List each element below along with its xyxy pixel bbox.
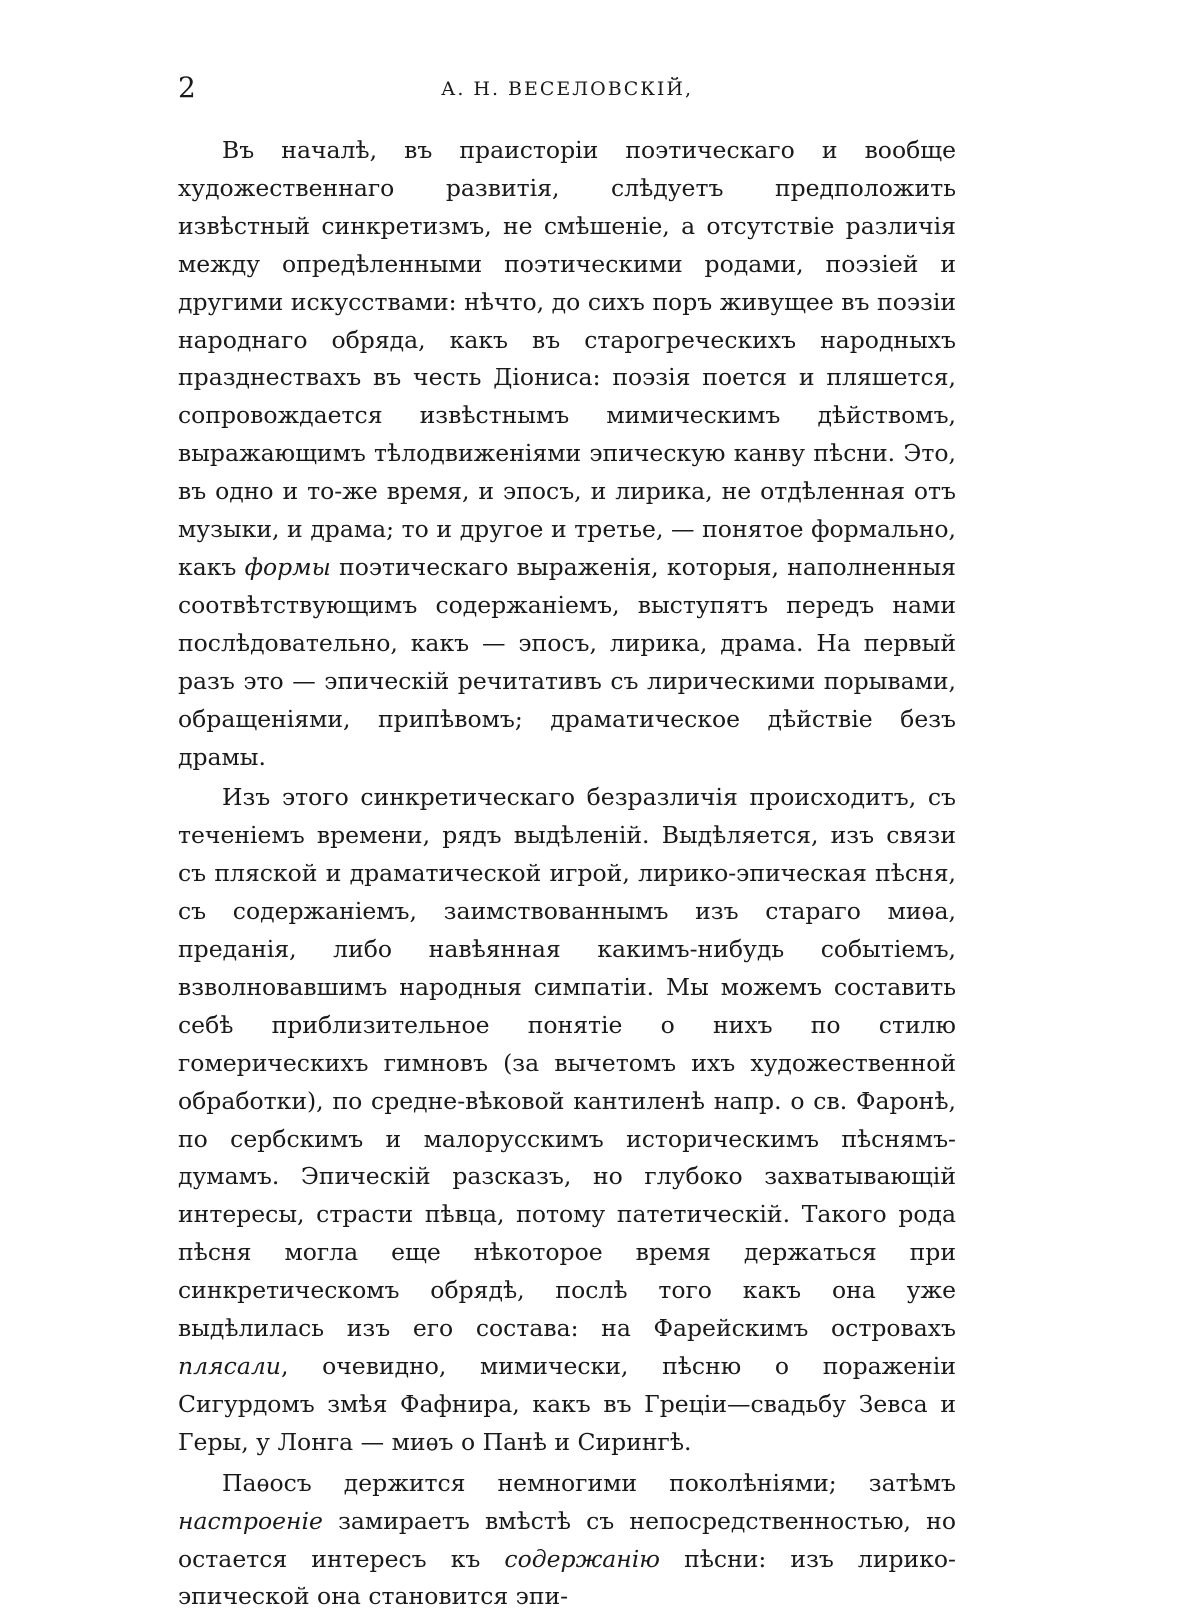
body-text xyxy=(178,132,956,1616)
text-segment: , очевидно, мимически, пѣсню о пораженіи Сигурдомъ змѣя Фафнира, какъ въ Греціи—свадьбу Зевса и Геры, у Лонга — миѳъ о Панѣ и Сирингѣ. xyxy=(178,1352,956,1456)
running-head-title: А. Н. ВЕСЕЛОВСКІЙ, xyxy=(440,78,694,100)
paragraph xyxy=(178,132,956,776)
running-head xyxy=(178,70,956,110)
text-segment: Паѳосъ держится немногими поколѣніями; затѣмъ xyxy=(222,1468,956,1497)
text-segment: замираетъ вмѣстѣ съ непосредственностью, но остается интересъ къ xyxy=(178,1506,956,1573)
text-segment: пѣсни: изъ лирико-эпической она становится эпи- xyxy=(178,1544,956,1611)
italic-text-segment: содержанію xyxy=(504,1544,660,1573)
text-segment: поэтическаго выраженія, которыя, наполненныя соотвѣтствующимъ содержаніемъ, выступятъ передъ нами послѣдовательно, какъ — эпосъ, лирика, драма. На первый разъ это — эпическій речитативъ съ лирическими порывами, обращеніями, припѣвомъ; драматическое дѣйствіе безъ драмы. xyxy=(178,552,956,771)
paragraph xyxy=(178,1465,956,1616)
italic-text-segment: плясали xyxy=(178,1352,281,1380)
page-number: 2 xyxy=(178,71,196,104)
italic-text-segment: формы xyxy=(244,552,331,581)
italic-text-segment: настроеніе xyxy=(178,1506,323,1535)
text-segment: Въ началѣ, въ праисторіи поэтическаго и вообще художественнаго развитія, слѣдуетъ предположить извѣстный синкретизмъ, не смѣшеніе, а отсутствіе различія между опредѣленными поэтическими родами, поэзіей и другими искусствами: нѣчто, до сихъ поръ живущее въ поэзіи народнаго обряда, какъ въ старогреческихъ народныхъ празднествахъ въ честь Діониса: поэзія поется и пляшется, сопровождается извѣстнымъ мимическимъ дѣйствомъ, выражающимъ тѣлодвиженіями эпическую канву пѣсни. Это, въ одно и то-же время, и эпосъ, и лирика, не отдѣленная отъ музыки, и драма; то и другое и третье, — понятое формально, какъ xyxy=(178,136,956,581)
text-segment: Изъ этого синкретическаго безразличія происходитъ, съ теченіемъ времени, рядъ выдѣленій. Выдѣляется, изъ связи съ пляской и драматической игрой, лирико-эпическая пѣсня, съ содержаніемъ, заимствованнымъ изъ стараго миѳа, преданія, либо навѣянная какимъ-нибудь событіемъ, взволновавшимъ народныя симпатіи. Мы можемъ составить себѣ приблизительное понятіе о нихъ по стилю гомерическихъ гимновъ (за вычетомъ ихъ художественной обработки), по средне-вѣковой кантиленѣ напр. о св. Фаронѣ, по сербскимъ и малорусскимъ историческимъ пѣснямъ-думамъ. Эпическій разсказъ, но глубоко захватывающій интересы, страсти пѣвца, потому патетическій. Такого рода пѣсня могла еще нѣкоторое время держаться при синкретическомъ обрядѣ, послѣ того какъ она уже выдѣлилась изъ его состава: на Фарейскимъ островахъ xyxy=(178,783,956,1343)
paragraph xyxy=(178,779,956,1461)
